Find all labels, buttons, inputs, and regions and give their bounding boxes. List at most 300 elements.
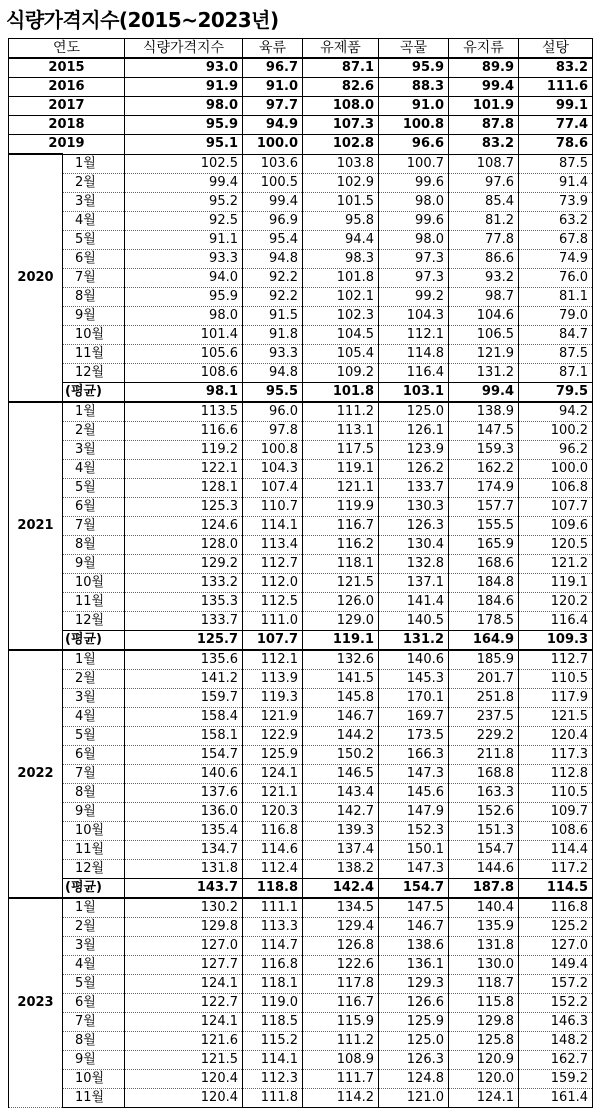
value-cell: 93.2	[449, 268, 519, 287]
value-cell: 63.2	[519, 211, 593, 230]
month-row	[9, 516, 593, 535]
value-cell: 87.1	[303, 58, 379, 78]
food-price-index-table	[8, 38, 593, 1108]
value-cell: 116.4	[519, 611, 593, 630]
value-cell: 92.2	[243, 287, 303, 306]
value-cell: 146.7	[303, 707, 379, 726]
value-cell: 116.4	[379, 363, 449, 382]
value-cell: 145.8	[303, 688, 379, 707]
value-cell: 115.8	[449, 993, 519, 1012]
value-cell: 98.1	[125, 382, 243, 402]
month-row	[9, 917, 593, 936]
month-row	[9, 287, 593, 306]
value-cell: 102.8	[303, 135, 379, 155]
value-cell: 121.1	[243, 783, 303, 802]
value-cell: 85.4	[449, 192, 519, 211]
value-cell: 229.2	[449, 726, 519, 745]
value-cell: 125.8	[449, 1031, 519, 1050]
value-cell: 104.3	[243, 459, 303, 478]
value-cell: 170.1	[379, 688, 449, 707]
annual-year-cell: 2017	[9, 97, 125, 116]
value-cell: 114.2	[303, 1088, 379, 1107]
month-label: 3월	[63, 936, 125, 955]
month-row	[9, 554, 593, 573]
value-cell: 92.2	[243, 268, 303, 287]
value-cell: 98.0	[379, 230, 449, 249]
value-cell: 120.4	[125, 1088, 243, 1107]
value-cell: 112.0	[243, 573, 303, 592]
value-cell: 128.0	[125, 535, 243, 554]
value-cell: 99.4	[243, 192, 303, 211]
value-cell: 125.7	[125, 630, 243, 650]
value-cell: 114.5	[519, 878, 593, 898]
value-cell: 184.8	[449, 573, 519, 592]
value-cell: 124.1	[125, 974, 243, 993]
month-row	[9, 707, 593, 726]
value-cell: 121.6	[125, 1031, 243, 1050]
value-cell: 127.7	[125, 955, 243, 974]
value-cell: 87.1	[519, 363, 593, 382]
month-label: 1월	[63, 402, 125, 422]
month-row	[9, 726, 593, 745]
value-cell: 251.8	[449, 688, 519, 707]
annual-row	[9, 116, 593, 135]
value-cell: 95.9	[125, 287, 243, 306]
month-label: 2월	[63, 421, 125, 440]
value-cell: 112.1	[243, 650, 303, 670]
value-cell: 121.9	[449, 344, 519, 363]
value-cell: 124.1	[243, 764, 303, 783]
value-cell: 74.9	[519, 249, 593, 268]
month-row	[9, 363, 593, 382]
value-cell: 148.2	[519, 1031, 593, 1050]
value-cell: 106.8	[519, 478, 593, 497]
value-cell: 144.2	[303, 726, 379, 745]
value-cell: 154.7	[449, 840, 519, 859]
value-cell: 91.0	[379, 97, 449, 116]
value-cell: 79.0	[519, 306, 593, 325]
value-cell: 133.7	[379, 478, 449, 497]
value-cell: 178.5	[449, 611, 519, 630]
value-cell: 100.5	[243, 173, 303, 192]
value-cell: 111.1	[243, 898, 303, 918]
month-row	[9, 611, 593, 630]
value-cell: 122.9	[243, 726, 303, 745]
value-cell: 165.9	[449, 535, 519, 554]
month-row	[9, 783, 593, 802]
value-cell: 115.2	[243, 1031, 303, 1050]
value-cell: 119.1	[303, 459, 379, 478]
value-cell: 107.7	[243, 630, 303, 650]
annual-row	[9, 58, 593, 78]
value-cell: 126.8	[303, 936, 379, 955]
month-label: 12월	[63, 611, 125, 630]
value-cell: 116.7	[303, 516, 379, 535]
value-cell: 125.3	[125, 497, 243, 516]
value-cell: 140.6	[125, 764, 243, 783]
value-cell: 120.9	[449, 1050, 519, 1069]
page-title: 식량가격지수(2015~2023년)	[6, 8, 279, 32]
value-cell: 117.2	[519, 859, 593, 878]
value-cell: 121.5	[125, 1050, 243, 1069]
value-cell: 120.0	[449, 1069, 519, 1088]
month-label: 12월	[63, 859, 125, 878]
value-cell: 138.9	[449, 402, 519, 422]
value-cell: 168.8	[449, 764, 519, 783]
month-row	[9, 764, 593, 783]
value-cell: 67.8	[519, 230, 593, 249]
month-label: 12월	[63, 363, 125, 382]
value-cell: 124.1	[125, 1012, 243, 1031]
value-cell: 79.5	[519, 382, 593, 402]
month-label: 3월	[63, 192, 125, 211]
value-cell: 116.8	[519, 898, 593, 918]
annual-year-cell: 2016	[9, 78, 125, 97]
section-year-cell: 2022	[9, 650, 63, 898]
month-label: 6월	[63, 993, 125, 1012]
value-cell: 121.0	[379, 1088, 449, 1107]
value-cell: 112.5	[243, 592, 303, 611]
header-dairy: 유제품	[303, 39, 379, 59]
value-cell: 96.7	[243, 58, 303, 78]
value-cell: 131.2	[379, 630, 449, 650]
value-cell: 122.1	[125, 459, 243, 478]
month-label: 4월	[63, 459, 125, 478]
month-label: 5월	[63, 974, 125, 993]
value-cell: 157.2	[519, 974, 593, 993]
month-row	[9, 173, 593, 192]
section-year-cell: 2023	[9, 898, 63, 1108]
value-cell: 135.4	[125, 821, 243, 840]
value-cell: 114.1	[243, 516, 303, 535]
value-cell: 124.8	[379, 1069, 449, 1088]
month-row	[9, 592, 593, 611]
value-cell: 112.7	[519, 650, 593, 670]
value-cell: 123.9	[379, 440, 449, 459]
month-label: 9월	[63, 802, 125, 821]
value-cell: 83.2	[449, 135, 519, 155]
month-row	[9, 421, 593, 440]
value-cell: 101.8	[303, 268, 379, 287]
value-cell: 77.4	[519, 116, 593, 135]
value-cell: 103.6	[243, 154, 303, 173]
month-row	[9, 573, 593, 592]
value-cell: 111.6	[519, 78, 593, 97]
value-cell: 120.4	[519, 726, 593, 745]
value-cell: 99.2	[379, 287, 449, 306]
value-cell: 113.1	[303, 421, 379, 440]
value-cell: 113.4	[243, 535, 303, 554]
value-cell: 112.1	[379, 325, 449, 344]
value-cell: 98.0	[125, 306, 243, 325]
value-cell: 113.9	[243, 669, 303, 688]
value-cell: 163.3	[449, 783, 519, 802]
value-cell: 135.9	[449, 917, 519, 936]
value-cell: 111.8	[243, 1088, 303, 1107]
month-label: 3월	[63, 688, 125, 707]
month-row	[9, 230, 593, 249]
section-year-cell: 2020	[9, 154, 63, 402]
value-cell: 147.3	[379, 764, 449, 783]
month-row	[9, 1088, 593, 1107]
value-cell: 94.4	[303, 230, 379, 249]
value-cell: 143.7	[125, 878, 243, 898]
month-label: 5월	[63, 726, 125, 745]
value-cell: 81.2	[449, 211, 519, 230]
value-cell: 150.1	[379, 840, 449, 859]
value-cell: 142.4	[303, 878, 379, 898]
month-label: 8월	[63, 783, 125, 802]
value-cell: 107.3	[303, 116, 379, 135]
value-cell: 159.7	[125, 688, 243, 707]
value-cell: 237.5	[449, 707, 519, 726]
month-row	[9, 974, 593, 993]
value-cell: 154.7	[379, 878, 449, 898]
month-row	[9, 211, 593, 230]
value-cell: 141.4	[379, 592, 449, 611]
value-cell: 96.6	[379, 135, 449, 155]
month-label: 1월	[63, 154, 125, 173]
value-cell: 93.3	[125, 249, 243, 268]
value-cell: 168.6	[449, 554, 519, 573]
value-cell: 95.1	[125, 135, 243, 155]
month-label: 6월	[63, 249, 125, 268]
month-label: 10월	[63, 573, 125, 592]
month-row	[9, 898, 593, 918]
month-row	[9, 859, 593, 878]
value-cell: 95.5	[243, 382, 303, 402]
value-cell: 184.6	[449, 592, 519, 611]
value-cell: 112.7	[243, 554, 303, 573]
value-cell: 138.2	[303, 859, 379, 878]
value-cell: 95.4	[243, 230, 303, 249]
value-cell: 116.7	[303, 993, 379, 1012]
value-cell: 126.6	[379, 993, 449, 1012]
value-cell: 87.5	[519, 344, 593, 363]
value-cell: 119.3	[243, 688, 303, 707]
value-cell: 86.6	[449, 249, 519, 268]
month-row	[9, 1012, 593, 1031]
value-cell: 125.9	[243, 745, 303, 764]
value-cell: 87.5	[519, 154, 593, 173]
value-cell: 121.2	[519, 554, 593, 573]
month-row	[9, 192, 593, 211]
value-cell: 151.3	[449, 821, 519, 840]
value-cell: 107.7	[519, 497, 593, 516]
value-cell: 118.7	[449, 974, 519, 993]
value-cell: 187.8	[449, 878, 519, 898]
value-cell: 94.8	[243, 363, 303, 382]
value-cell: 96.2	[519, 440, 593, 459]
value-cell: 111.2	[303, 402, 379, 422]
value-cell: 119.9	[303, 497, 379, 516]
month-label: 11월	[63, 344, 125, 363]
value-cell: 125.0	[379, 402, 449, 422]
month-label: 10월	[63, 325, 125, 344]
value-cell: 147.9	[379, 802, 449, 821]
value-cell: 98.7	[449, 287, 519, 306]
month-row	[9, 344, 593, 363]
month-row	[9, 936, 593, 955]
month-row	[9, 154, 593, 173]
value-cell: 98.3	[303, 249, 379, 268]
value-cell: 113.5	[125, 402, 243, 422]
value-cell: 114.7	[243, 936, 303, 955]
value-cell: 117.9	[519, 688, 593, 707]
month-row	[9, 1069, 593, 1088]
value-cell: 111.7	[303, 1069, 379, 1088]
value-cell: 149.4	[519, 955, 593, 974]
average-row	[9, 630, 593, 650]
value-cell: 104.5	[303, 325, 379, 344]
value-cell: 152.2	[519, 993, 593, 1012]
header-food-price-index: 식량가격지수	[125, 39, 243, 59]
value-cell: 201.7	[449, 669, 519, 688]
value-cell: 119.1	[303, 630, 379, 650]
value-cell: 121.5	[303, 573, 379, 592]
header-cereals: 곡물	[379, 39, 449, 59]
value-cell: 136.0	[125, 802, 243, 821]
value-cell: 100.7	[379, 154, 449, 173]
month-row	[9, 249, 593, 268]
value-cell: 122.7	[125, 993, 243, 1012]
value-cell: 104.3	[379, 306, 449, 325]
month-row	[9, 802, 593, 821]
value-cell: 129.4	[303, 917, 379, 936]
value-cell: 134.5	[303, 898, 379, 918]
month-label: 1월	[63, 898, 125, 918]
value-cell: 91.0	[243, 78, 303, 97]
value-cell: 94.2	[519, 402, 593, 422]
value-cell: 137.6	[125, 783, 243, 802]
value-cell: 100.8	[379, 116, 449, 135]
value-cell: 103.8	[303, 154, 379, 173]
month-label: 10월	[63, 1069, 125, 1088]
month-label: 2월	[63, 669, 125, 688]
value-cell: 103.1	[379, 382, 449, 402]
value-cell: 95.8	[303, 211, 379, 230]
value-cell: 166.3	[379, 745, 449, 764]
value-cell: 118.1	[243, 974, 303, 993]
value-cell: 93.3	[243, 344, 303, 363]
month-label: 3월	[63, 440, 125, 459]
value-cell: 109.3	[519, 630, 593, 650]
value-cell: 110.7	[243, 497, 303, 516]
value-cell: 125.9	[379, 1012, 449, 1031]
value-cell: 99.6	[379, 173, 449, 192]
value-cell: 136.1	[379, 955, 449, 974]
value-cell: 158.1	[125, 726, 243, 745]
value-cell: 137.4	[303, 840, 379, 859]
value-cell: 159.2	[519, 1069, 593, 1088]
annual-year-cell: 2019	[9, 135, 125, 155]
value-cell: 169.7	[379, 707, 449, 726]
month-label: 11월	[63, 592, 125, 611]
month-row	[9, 497, 593, 516]
month-row	[9, 840, 593, 859]
month-label: 1월	[63, 650, 125, 670]
value-cell: 127.0	[125, 936, 243, 955]
value-cell: 127.0	[519, 936, 593, 955]
value-cell: 143.4	[303, 783, 379, 802]
month-row	[9, 535, 593, 554]
month-label: 6월	[63, 745, 125, 764]
value-cell: 142.7	[303, 802, 379, 821]
value-cell: 117.8	[303, 974, 379, 993]
annual-year-cell: 2015	[9, 58, 125, 78]
value-cell: 119.2	[125, 440, 243, 459]
value-cell: 106.5	[449, 325, 519, 344]
value-cell: 84.7	[519, 325, 593, 344]
value-cell: 112.4	[243, 859, 303, 878]
month-row	[9, 1031, 593, 1050]
value-cell: 87.8	[449, 116, 519, 135]
value-cell: 129.8	[449, 1012, 519, 1031]
value-cell: 162.2	[449, 459, 519, 478]
value-cell: 118.5	[243, 1012, 303, 1031]
month-label: 9월	[63, 306, 125, 325]
value-cell: 114.1	[243, 1050, 303, 1069]
value-cell: 116.2	[303, 535, 379, 554]
value-cell: 97.8	[243, 421, 303, 440]
month-label: 7월	[63, 516, 125, 535]
value-cell: 99.1	[519, 97, 593, 116]
value-cell: 108.6	[125, 363, 243, 382]
value-cell: 131.2	[449, 363, 519, 382]
value-cell: 73.9	[519, 192, 593, 211]
value-cell: 82.6	[303, 78, 379, 97]
month-label: 2월	[63, 917, 125, 936]
value-cell: 121.5	[519, 707, 593, 726]
value-cell: 95.9	[379, 58, 449, 78]
value-cell: 91.1	[125, 230, 243, 249]
value-cell: 137.1	[379, 573, 449, 592]
month-row	[9, 440, 593, 459]
month-row	[9, 459, 593, 478]
value-cell: 109.6	[519, 516, 593, 535]
value-cell: 76.0	[519, 268, 593, 287]
value-cell: 112.3	[243, 1069, 303, 1088]
value-cell: 145.6	[379, 783, 449, 802]
value-cell: 147.5	[379, 898, 449, 918]
header-oils: 유지류	[449, 39, 519, 59]
value-cell: 95.9	[125, 116, 243, 135]
value-cell: 92.5	[125, 211, 243, 230]
annual-row	[9, 97, 593, 116]
month-row	[9, 306, 593, 325]
header-sugar: 설탕	[519, 39, 593, 59]
value-cell: 108.9	[303, 1050, 379, 1069]
value-cell: 120.4	[125, 1069, 243, 1088]
month-label: 6월	[63, 497, 125, 516]
value-cell: 104.6	[449, 306, 519, 325]
value-cell: 100.8	[243, 440, 303, 459]
value-cell: 108.0	[303, 97, 379, 116]
value-cell: 130.0	[449, 955, 519, 974]
value-cell: 159.3	[449, 440, 519, 459]
value-cell: 115.9	[303, 1012, 379, 1031]
header-meat: 육류	[243, 39, 303, 59]
value-cell: 124.1	[449, 1088, 519, 1107]
value-cell: 108.6	[519, 821, 593, 840]
value-cell: 83.2	[519, 58, 593, 78]
value-cell: 107.4	[243, 478, 303, 497]
value-cell: 97.3	[379, 249, 449, 268]
value-cell: 117.5	[303, 440, 379, 459]
value-cell: 150.2	[303, 745, 379, 764]
value-cell: 135.6	[125, 650, 243, 670]
value-cell: 94.0	[125, 268, 243, 287]
